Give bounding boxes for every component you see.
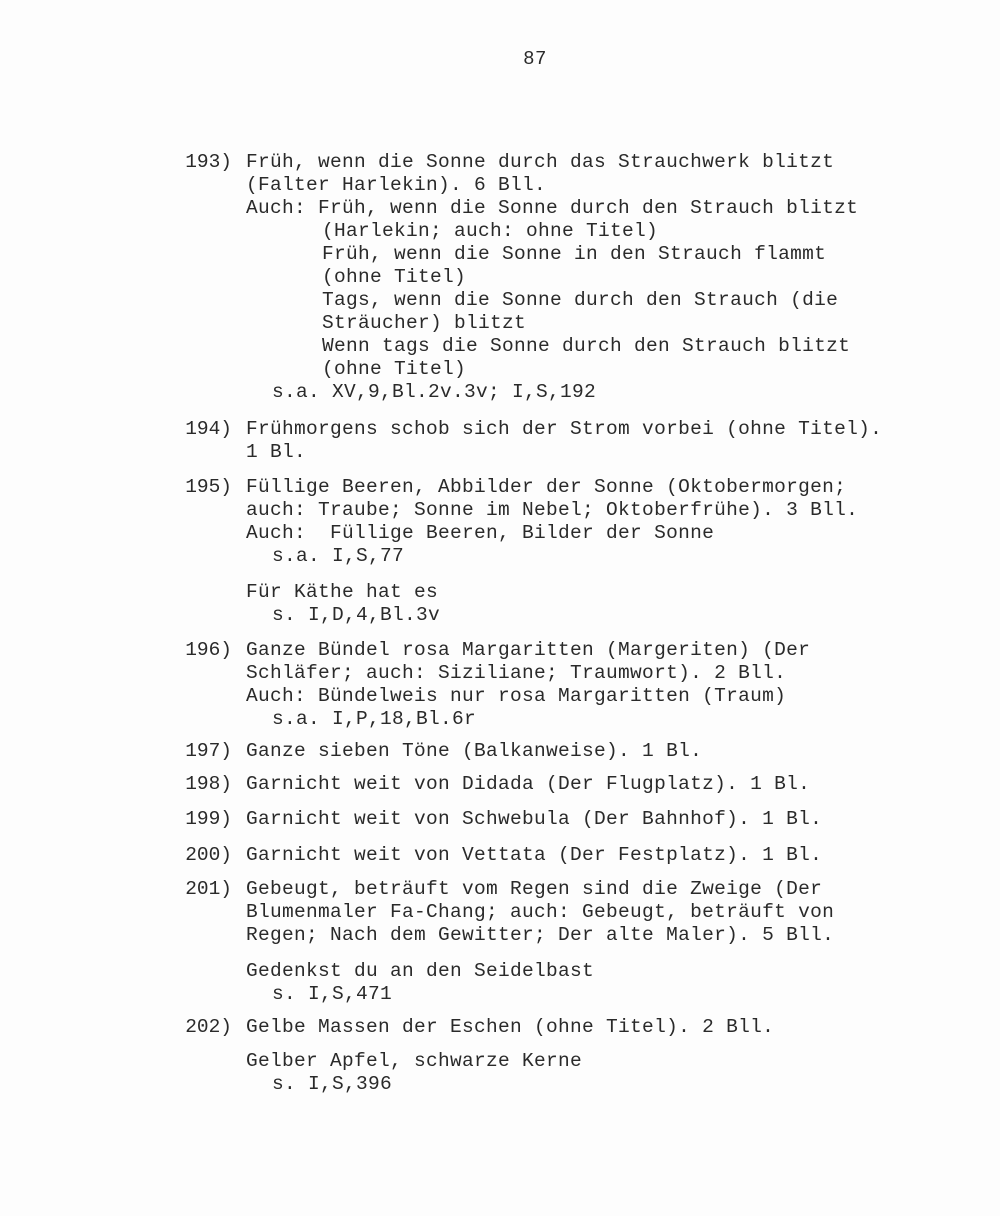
entry-line: s.a. XV,9,Bl.2v.3v; I,S,192 — [272, 381, 597, 403]
entry-line: Sträucher) blitzt — [322, 312, 527, 334]
entry-number: 201) — [185, 878, 232, 900]
entry-line: Tags, wenn die Sonne durch den Strauch (die — [322, 289, 839, 311]
entry-number: 195) — [185, 476, 232, 498]
entry-line: s.a. I,S,77 — [272, 545, 405, 567]
entry-line: s. I,S,471 — [272, 983, 393, 1005]
entry-line: Gelbe Massen der Eschen (ohne Titel). 2 Bll. — [246, 1016, 775, 1038]
entry-number: 196) — [185, 639, 232, 661]
entry-number: 200) — [185, 844, 232, 866]
entry-line: (Falter Harlekin). 6 Bll. — [246, 174, 547, 196]
entry-line: Gedenkst du an den Seidelbast — [246, 960, 595, 982]
entry-line: Blumenmaler Fa-Chang; auch: Gebeugt, beträuft von — [246, 901, 835, 923]
entry-line: Regen; Nach dem Gewitter; Der alte Maler). 5 Bll. — [246, 924, 835, 946]
entry-line: Ganze sieben Töne (Balkanweise). 1 Bl. — [246, 740, 703, 762]
entry-line: Für Käthe hat es — [246, 581, 439, 603]
entry-number: 198) — [185, 773, 232, 795]
entry-line: Füllige Beeren, Abbilder der Sonne (Oktobermorgen; — [246, 476, 847, 498]
entry-line: Auch: Füllige Beeren, Bilder der Sonne — [246, 522, 715, 544]
entry-line: auch: Traube; Sonne im Nebel; Oktoberfrühe). 3 Bll. — [246, 499, 859, 521]
entry-line: (ohne Titel) — [322, 266, 467, 288]
entry-line: s. I,S,396 — [272, 1073, 393, 1095]
entry-number: 197) — [185, 740, 232, 762]
entry-line: Gebeugt, beträuft vom Regen sind die Zweige (Der — [246, 878, 823, 900]
entry-line: Frühmorgens schob sich der Strom vorbei (ohne Titel). — [246, 418, 883, 440]
entry-line: Auch: Früh, wenn die Sonne durch den Strauch blitzt — [246, 197, 859, 219]
entry-line: Früh, wenn die Sonne durch das Strauchwerk blitzt — [246, 151, 835, 173]
entry-number: 199) — [185, 808, 232, 830]
entry-line: Schläfer; auch: Siziliane; Traumwort). 2 Bll. — [246, 662, 787, 684]
entry-line: 1 Bl. — [246, 441, 307, 463]
entry-line: Gelber Apfel, schwarze Kerne — [246, 1050, 583, 1072]
entry-line: (Harlekin; auch: ohne Titel) — [322, 220, 659, 242]
entry-line: Früh, wenn die Sonne in den Strauch flammt — [322, 243, 827, 265]
entry-number: 194) — [185, 418, 232, 440]
entry-number: 193) — [185, 151, 232, 173]
page-number: 87 — [523, 48, 547, 70]
entry-line: Garnicht weit von Schwebula (Der Bahnhof). 1 Bl. — [246, 808, 823, 830]
entry-line: s.a. I,P,18,Bl.6r — [272, 708, 477, 730]
entry-number: 202) — [185, 1016, 232, 1038]
entry-line: Auch: Bündelweis nur rosa Margaritten (Traum) — [246, 685, 787, 707]
entry-line: Wenn tags die Sonne durch den Strauch blitzt — [322, 335, 851, 357]
entry-line: Garnicht weit von Vettata (Der Festplatz). 1 Bl. — [246, 844, 823, 866]
entry-line: (ohne Titel) — [322, 358, 467, 380]
entry-line: Garnicht weit von Didada (Der Flugplatz). 1 Bl. — [246, 773, 811, 795]
entry-line: s. I,D,4,Bl.3v — [272, 604, 441, 626]
entry-line: Ganze Bündel rosa Margaritten (Margeriten) (Der — [246, 639, 811, 661]
